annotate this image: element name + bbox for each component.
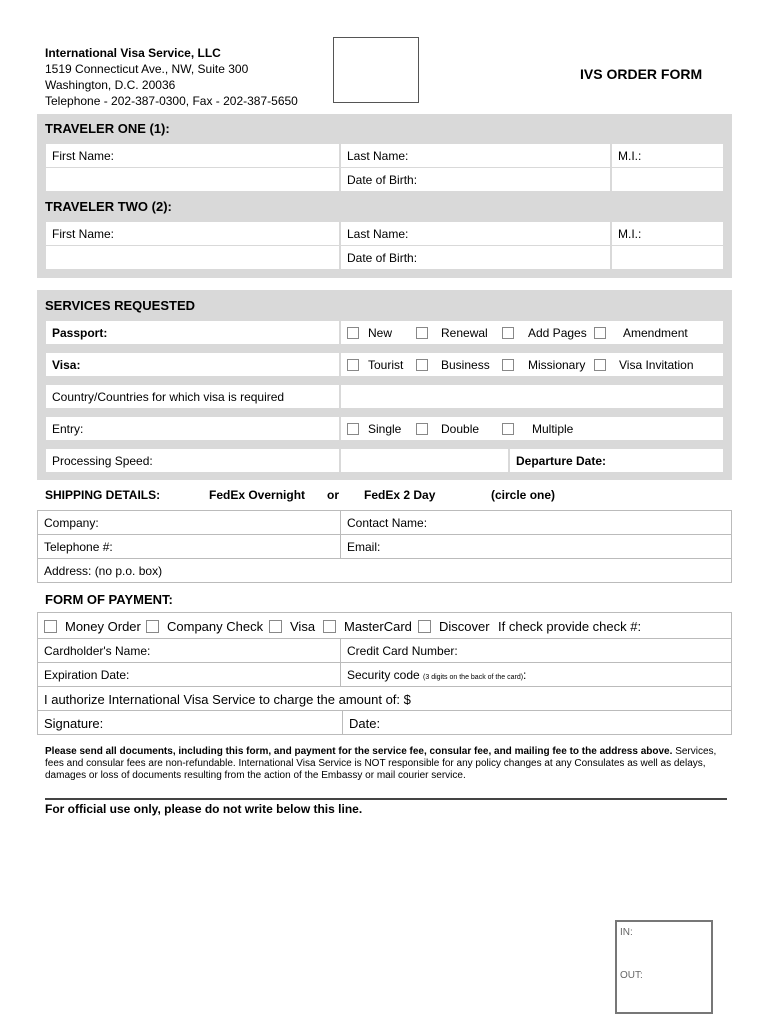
checkbox-icon[interactable] [347,423,359,435]
expiration-date-field[interactable]: Expiration Date: [37,662,341,687]
processing-speed-label: Processing Speed: [46,449,339,472]
check-number-label: If check provide check #: [498,619,642,634]
company-name: International Visa Service, LLC [45,46,221,60]
checkbox-icon[interactable] [502,423,514,435]
circle-one-note: (circle one) [491,488,556,502]
signature-field[interactable]: Signature: [37,710,343,735]
visa-label: Visa: [46,353,339,376]
fedex-overnight-option[interactable]: FedEx Overnight [209,488,306,502]
payment-title: FORM OF PAYMENT: [45,592,173,607]
address-field[interactable]: Address: (no p.o. box) [37,558,732,583]
checkbox-icon[interactable] [347,327,359,339]
mastercard-label: MasterCard [344,619,412,634]
t2-mi-field[interactable]: M.I.: [612,222,723,245]
instructions-note [45,746,735,782]
company-check-checkbox-icon[interactable] [146,620,159,633]
t1-first-name-field[interactable]: First Name: [46,144,339,167]
services-title: SERVICES REQUESTED [45,298,196,313]
company-address [45,45,298,109]
money-order-checkbox-icon[interactable] [44,620,57,633]
official-use-notice: For official use only, please do not write below this line. [45,802,363,816]
t1-last-name-field[interactable]: Last Name: [341,144,610,167]
entry-options: Single Double Multiple [341,417,723,440]
instructions-bold: Please send all documents, including this form, and payment for the service fee, consular fee, and mailing fee to the address above. [45,746,673,757]
checkbox-icon[interactable] [594,359,606,371]
security-code-field[interactable] [340,662,732,687]
address-line-2: Washington, D.C. 20036 [45,78,176,92]
or-text: or [327,488,339,502]
money-order-label: Money Order [65,619,141,634]
telephone-field[interactable]: Telephone #: [37,534,341,559]
out-label: OUT: [620,970,643,981]
cardholder-name-field[interactable]: Cardholder's Name: [37,638,341,663]
t2-dob-field[interactable]: Date of Birth: [341,246,610,269]
email-field[interactable]: Email: [340,534,732,559]
t1-blank-cell [46,168,339,191]
traveler-two-title: TRAVELER TWO (2): [45,199,172,214]
in-label: IN: [620,927,633,938]
t2-blank-cell [46,246,339,269]
discover-checkbox-icon[interactable] [418,620,431,633]
passport-options: New Renewal Add Pages Amendment [341,321,723,344]
checkbox-icon[interactable] [502,327,514,339]
fedex-2day-option[interactable]: FedEx 2 Day [364,488,436,502]
departure-date-field[interactable]: Departure Date: [510,449,723,472]
form-title: IVS ORDER FORM [580,66,703,82]
photo-box [333,37,419,103]
contact-name-field[interactable]: Contact Name: [340,510,732,535]
checkbox-icon[interactable] [347,359,359,371]
t1-blank-cell-2 [612,168,723,191]
security-colon: : [523,668,527,682]
security-code-label: Security code [347,668,420,682]
company-field[interactable]: Company: [37,510,341,535]
credit-card-number-field[interactable]: Credit Card Number: [340,638,732,663]
visa-card-label: Visa [290,619,316,634]
mastercard-checkbox-icon[interactable] [323,620,336,633]
instructions-text: Services, fees and consular fees are non-refundable. International Visa Service is NOT responsible for any policy changes at any Consulates as well as delays, damages or loss of documents resulting from the action of the Embassy or mail courier service. [45,746,717,781]
entry-label: Entry: [46,417,339,440]
t1-mi-field[interactable]: M.I.: [612,144,723,167]
t2-first-name-field[interactable]: First Name: [46,222,339,245]
country-field[interactable] [341,385,723,408]
checkbox-icon[interactable] [502,359,514,371]
shipping-title: SHIPPING DETAILS: [45,488,161,502]
passport-label: Passport: [46,321,339,344]
payment-options-row [37,612,732,639]
date-field[interactable]: Date: [342,710,732,735]
t2-last-name-field[interactable]: Last Name: [341,222,610,245]
processing-speed-field[interactable] [341,449,508,472]
country-label: Country/Countries for which visa is required [46,385,339,408]
in-out-box [615,920,713,1014]
checkbox-icon[interactable] [416,423,428,435]
address-line-1: 1519 Connecticut Ave., NW, Suite 300 [45,62,249,76]
discover-label: Discover [439,619,490,634]
t2-blank-cell-2 [612,246,723,269]
traveler-one-title: TRAVELER ONE (1): [45,121,170,136]
visa-checkbox-icon[interactable] [269,620,282,633]
phone-fax: Telephone - 202-387-0300, Fax - 202-387-5650 [45,94,298,108]
checkbox-icon[interactable] [416,327,428,339]
checkbox-icon[interactable] [416,359,428,371]
company-check-label: Company Check [167,619,264,634]
checkbox-icon[interactable] [594,327,606,339]
visa-options: Tourist Business Missionary Visa Invitation [341,353,723,376]
security-code-note: (3 digits on the back of the card) [423,674,524,681]
divider-line [45,798,727,800]
authorize-amount-field[interactable]: I authorize International Visa Service to charge the amount of: $ [37,686,732,711]
t1-dob-field[interactable]: Date of Birth: [341,168,610,191]
